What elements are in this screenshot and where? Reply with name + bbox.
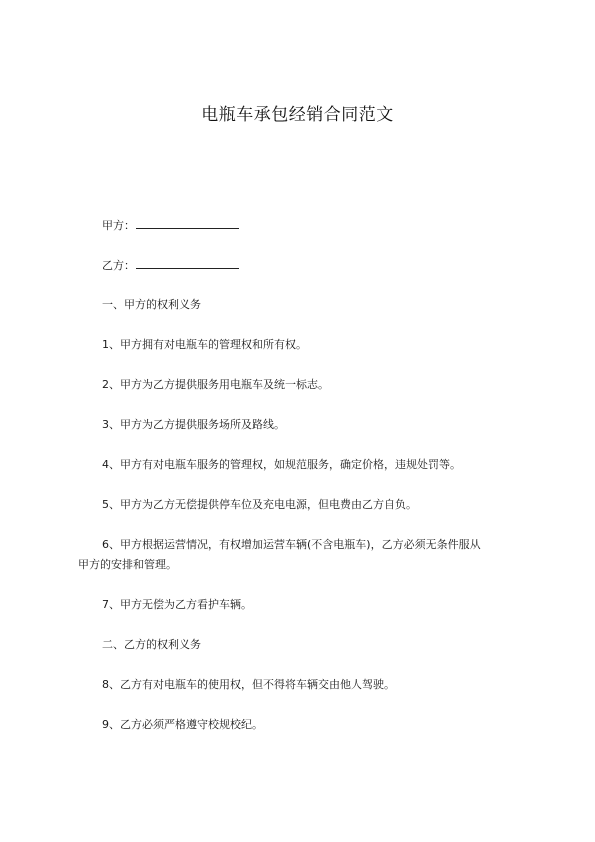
party-b-blank xyxy=(136,258,239,269)
clause-7: 7、甲方无偿为乙方看护车辆。 xyxy=(102,598,252,611)
section-1-heading: 一、甲方的权利义务 xyxy=(102,298,201,311)
clause-2: 2、甲方为乙方提供服务用电瓶车及统一标志。 xyxy=(102,378,329,391)
party-b-label: 乙方： xyxy=(102,259,135,272)
section-2-heading: 二、乙方的权利义务 xyxy=(102,638,201,651)
party-a-label: 甲方： xyxy=(102,219,135,232)
clause-4: 4、甲方有对电瓶车服务的管理权，如规范服务，确定价格，违规处罚等。 xyxy=(102,458,461,471)
clause-8: 8、乙方有对电瓶车的使用权，但不得将车辆交由他人驾驶。 xyxy=(102,678,395,691)
party-a-blank xyxy=(136,218,239,229)
party-b-line xyxy=(102,258,239,273)
clause-6-line-2: 甲方的安排和管理。 xyxy=(78,558,177,571)
clause-5: 5、甲方为乙方无偿提供停车位及充电电源，但电费由乙方自负。 xyxy=(102,498,417,511)
clause-6-line-1: 6、甲方根据运营情况，有权增加运营车辆(不含电瓶车)，乙方必须无条件服从 xyxy=(102,538,481,551)
clause-1: 1、甲方拥有对电瓶车的管理权和所有权。 xyxy=(102,338,307,351)
document-title: 电瓶车承包经销合同范文 xyxy=(201,105,394,125)
party-a-line xyxy=(102,218,239,233)
clause-9: 9、乙方必须严格遵守校规校纪。 xyxy=(102,718,263,731)
clause-3: 3、甲方为乙方提供服务场所及路线。 xyxy=(102,418,285,431)
